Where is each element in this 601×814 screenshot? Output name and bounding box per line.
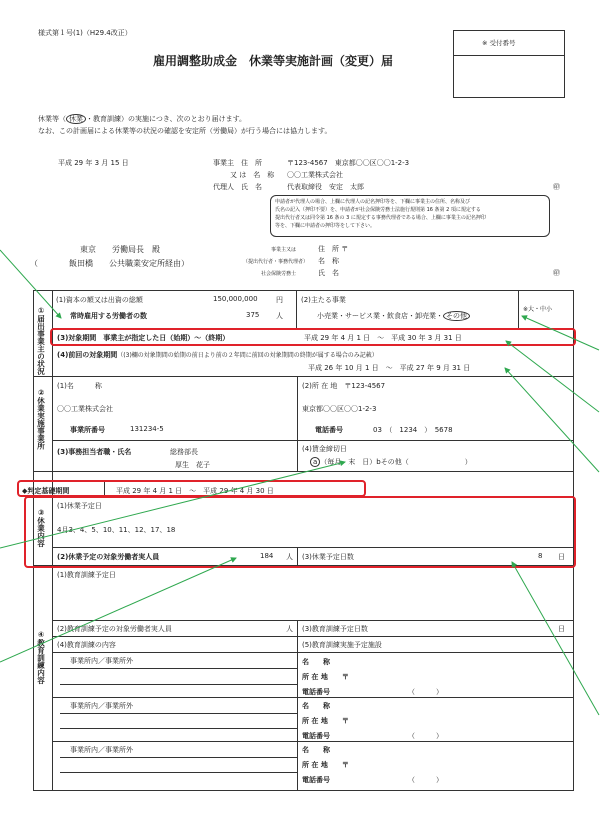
address-value: 〒123-4567 東京都〇〇区〇〇1-2-3 [287, 159, 410, 167]
training-row-3-type: 事業所内／事業所外 [70, 746, 133, 754]
capital-unit: 円 [276, 296, 283, 304]
establishment-number-value: 131234-5 [130, 425, 164, 433]
industry-value: 小売業・サービス業・飲食店・卸売業・ その他 [317, 311, 470, 321]
size-label: ※大・中小 [523, 306, 553, 313]
sub-addr: 住 所 〒 [318, 245, 349, 253]
leave-dates-label: (1)休業予定日 [57, 502, 102, 510]
seal-mark: ㊞ [553, 183, 560, 191]
training-row-2-phone: 電話番号 [302, 732, 330, 740]
bureau-addressee: 東京 労働局長 殿 [80, 245, 160, 254]
establishment-name-value: 〇〇工業株式会社 [57, 405, 113, 413]
industry-other: その他 [443, 311, 470, 321]
address-label: 事業主 住 所 [213, 159, 262, 167]
training-content-label: (4)教育訓練の内容 [57, 641, 116, 649]
training-row-2-addr: 所 在 地 〒 [302, 717, 349, 725]
seal-mark-2: ㊞ [553, 269, 560, 277]
leave-days-unit: 日 [558, 553, 565, 561]
contact-person-title: 総務部長 [170, 448, 198, 456]
training-facility-label: (5)教育訓練実施予定施設 [302, 641, 382, 649]
agent-value: 代表取締役 安定 太郎 [287, 183, 364, 191]
submission-date: 平成 29 年 3 月 15 日 [58, 159, 129, 167]
paren-open: （ [30, 259, 38, 268]
training-row-2-name: 名 称 [302, 702, 330, 710]
intro-line-1: 休業等（ 休業 ・教育訓練）の実施につき、次のとおり届けます。 [38, 115, 247, 123]
training-row-3-phone-paren: （ ） [408, 776, 443, 784]
establishment-address-label: (2)所 在 地 〒123-4567 [302, 382, 386, 390]
leave-workers-label: (2)休業予定の対象労働者実人員 [57, 553, 160, 561]
office-via: 飯田橋 公共職業安定所経由） [69, 259, 189, 268]
workers-unit: 人 [276, 312, 283, 320]
training-dates-label: (1)教育訓練予定日 [57, 571, 116, 579]
training-row-2-phone-paren: （ ） [408, 732, 443, 740]
leave-workers-unit: 人 [286, 553, 293, 561]
training-row-1-addr: 所 在 地 〒 [302, 673, 349, 681]
training-row-3-addr: 所 在 地 〒 [302, 761, 349, 769]
sub-label-3: 社会保険労務士 [261, 271, 297, 277]
agent-label: 代理人 氏 名 [213, 183, 262, 191]
establishment-name-label: (1)名 称 [57, 382, 102, 390]
training-workers-unit: 人 [286, 625, 293, 633]
training-workers-label: (2)教育訓練予定の対象労働者実人員 [57, 625, 172, 633]
workers-value: 375 [246, 311, 260, 319]
form-number: 様式第１号(1)（H29.4改正） [38, 29, 132, 37]
contact-person-name: 厚生 花子 [175, 461, 210, 469]
leave-days-value: 8 [538, 552, 543, 560]
judgment-period-value: 平成 29 年 4 月 1 日 ～ 平成 29 年 4 月 30 日 [116, 487, 274, 495]
company-name-label: 又 は 名 称 [230, 171, 275, 179]
training-days-unit: 日 [558, 625, 565, 633]
agent-note: 申請者が代理人の場合、上欄に代理人の記名押印等を、下欄に事業主の住所、名称及び 氏名の記入（押印不要）を、申請者が社会保険労務士法施行規則第 16 条第 2 項に規定する 提出代行者又は同令第 16 条の 3 に規定する事務代理者である場合、上欄に事業主の記名押印 等を、下欄に申請者の押印等をして下さい。 [270, 195, 550, 237]
period-label: (3)対象期間 事業主が指定した日（始期）～（終期） [57, 334, 230, 342]
industry-label: (2)主たる事業 [301, 296, 346, 304]
sub-name: 名 称 [318, 257, 339, 265]
section-2-label: ②休業実施事業所 [36, 388, 46, 450]
sub-label-2: （提出代行者・事務代理者） [243, 259, 309, 265]
company-name-value: 〇〇工業株式会社 [287, 171, 343, 179]
section-1-label: ①届出事業主の状況 [36, 306, 46, 375]
wage-cutoff-label: (4)賃金締切日 [302, 445, 347, 453]
sub-person: 氏 名 [318, 269, 339, 277]
section-3-label: ③休業内容 [36, 508, 46, 547]
training-row-1-name: 名 称 [302, 658, 330, 666]
training-row-1-phone-paren: （ ） [408, 688, 443, 696]
judgment-period-label: ◆判定基礎期間 [22, 487, 70, 495]
training-days-label: (3)教育訓練予定日数 [302, 625, 368, 633]
intro-circled: 休業 [66, 114, 86, 124]
training-row-2-type: 事業所内／事業所外 [70, 702, 133, 710]
wage-cutoff-value: a （毎月 末 日）bその他（ ） [310, 457, 472, 467]
training-row-3-phone: 電話番号 [302, 776, 330, 784]
training-row-1-type: 事業所内／事業所外 [70, 657, 133, 665]
intro-line-2: なお、この計画届による休業等の状況の確認を安定所（労働局）が行う場合には協力します。 [38, 127, 332, 135]
phone-label: 電話番号 [315, 426, 343, 434]
establishment-number-label: 事業所番号 [70, 426, 105, 434]
contact-person-label: (3)事務担当者職・氏名 [57, 448, 132, 456]
phone-value: 03 （ 1234 ） 5678 [373, 426, 453, 434]
leave-workers-value: 184 [260, 552, 274, 560]
capital-value: 150,000,000 [213, 295, 258, 303]
training-row-1-phone: 電話番号 [302, 688, 330, 696]
training-row-3-name: 名 称 [302, 746, 330, 754]
establishment-address-value: 東京都〇〇区〇〇1-2-3 [302, 405, 377, 413]
sub-label-1: 事業主又は [271, 247, 297, 253]
workers-label: 常時雇用する労働者の数 [70, 312, 147, 320]
capital-label: (1)資本の額又は出資の総額 [56, 296, 143, 304]
prev-period-value: 平成 26 年 10 月 1 日 ～ 平成 27 年 9 月 31 日 [308, 364, 471, 372]
section-4-label: ④教育訓練内容 [36, 630, 46, 684]
prev-period-label: (4)前回の対象期間（(3)欄の対象期間の始期の前日より前の２年間に前回の対象期間の終期が属する場合のみ記載） [57, 351, 378, 359]
leave-days-label: (3)休業予定日数 [302, 553, 354, 561]
period-value: 平成 29 年 4 月 1 日 ～ 平成 30 年 3 月 31 日 [304, 334, 462, 342]
leave-dates-value: 4月3、4、5、10、11、12、17、18 [57, 526, 176, 534]
page-title: 雇用調整助成金 休業等実施計画（変更）届 [153, 54, 394, 68]
receipt-label: ※ 受付番号 [482, 39, 516, 47]
